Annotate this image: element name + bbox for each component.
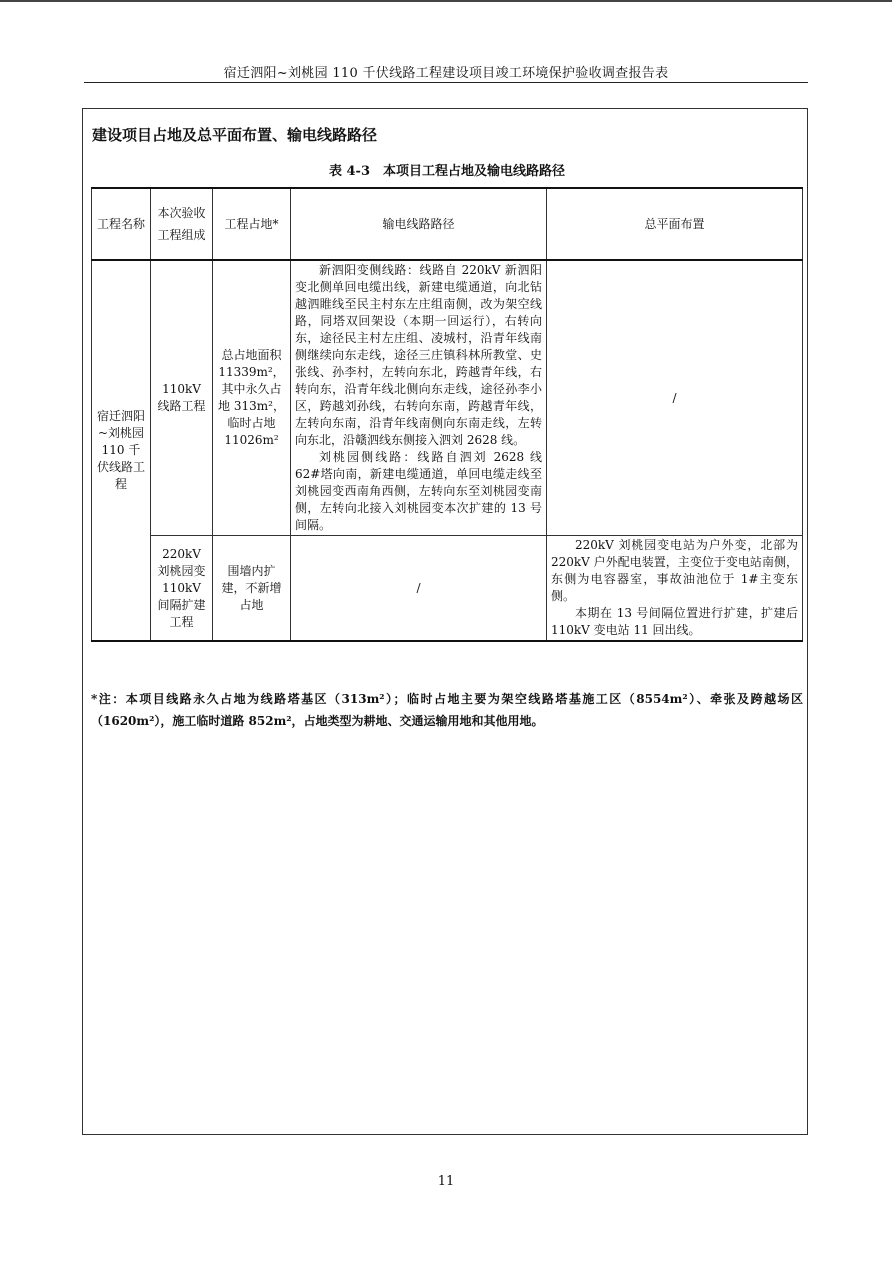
table-row <box>92 260 803 536</box>
layout-paragraph: 220kV 刘桃园变电站为户外变，北部为 220kV 户外配电装置，主变位于变电站南侧，东侧为电容器室，事故油池位于 1#主变东侧。 <box>551 538 798 603</box>
column-header-route: 输电线路路径 <box>291 188 547 260</box>
column-header-project-name: 工程名称 <box>92 188 151 260</box>
top-edge-rule <box>0 0 892 2</box>
header-rule <box>84 82 808 83</box>
land-route-table <box>91 187 803 642</box>
layout-cell <box>547 536 803 642</box>
table-row <box>92 536 803 642</box>
component-cell: 220kV 刘桃园变 110kV 间隔扩建工程 <box>151 536 213 642</box>
section-heading: 建设项目占地及总平面布置、输电线路路径 <box>92 126 378 144</box>
table-note: *注：本项目线路永久占地为线路塔基区（313m²）；临时占地主要为架空线路塔基施工区（8554m²）、牵张及跨越场区（1620m²），施工临时道路 852m²，占地类型为耕地、交通运输用地和其他用地。 <box>91 692 803 728</box>
column-header-layout: 总平面布置 <box>547 188 803 260</box>
table-caption: 表 4-3 本项目工程占地及输电线路路径 <box>328 164 565 179</box>
running-header: 宿迁泗阳~刘桃园 110 千伏线路工程建设项目竣工环境保护验收调查报告表 <box>223 66 669 81</box>
component-cell: 110kV 线路工程 <box>151 260 213 536</box>
table-header-row <box>92 188 803 260</box>
column-header-land: 工程占地* <box>213 188 291 260</box>
layout-cell: / <box>547 260 803 536</box>
route-paragraph: 新泗阳变侧线路：线路自 220kV 新泗阳变北侧单回电缆出线，新建电缆通道，向北钻越泗睢线至民主村东左庄组南侧，改为架空线路，同塔双回架设（本期一回运行），右转向东，途径民主村左庄组、凌城村，沿青年线南侧继续向东走线，途径三庄镇科林所教堂、史张线、孙李村，左转向东北，跨越青年线，右转向东，沿青年线北侧向东走线，途径孙李小区，跨越刘孙线，右转向东南，跨越青年线，左转向东南，沿青年线南侧向东南走线，左转向东北，沿赣泗线东侧接入泗刘 2628 线。 <box>295 263 542 447</box>
column-header-component: 本次验收工程组成 <box>151 188 213 260</box>
page-number: 11 <box>437 1174 455 1189</box>
layout-paragraph: 本期在 13 号间隔位置进行扩建，扩建后 110kV 变电站 11 回出线。 <box>551 606 798 637</box>
land-cell: 围墙内扩建，不新增占地 <box>213 536 291 642</box>
project-name-cell: 宿迁泗阳~刘桃园 110 千伏线路工程 <box>92 260 151 641</box>
route-cell <box>291 260 547 536</box>
route-paragraph: 刘桃园侧线路：线路自泗刘 2628 线 62#塔向南，新建电缆通道，单回电缆走线至刘桃园变西南角西侧，左转向东至刘桃园变南侧，左转向北接入刘桃园变本次扩建的 13 号间隔。 <box>295 450 542 532</box>
land-cell: 总占地面积 11339m²，其中永久占地 313m²，临时占地 11026m² <box>213 260 291 536</box>
route-cell: / <box>291 536 547 642</box>
